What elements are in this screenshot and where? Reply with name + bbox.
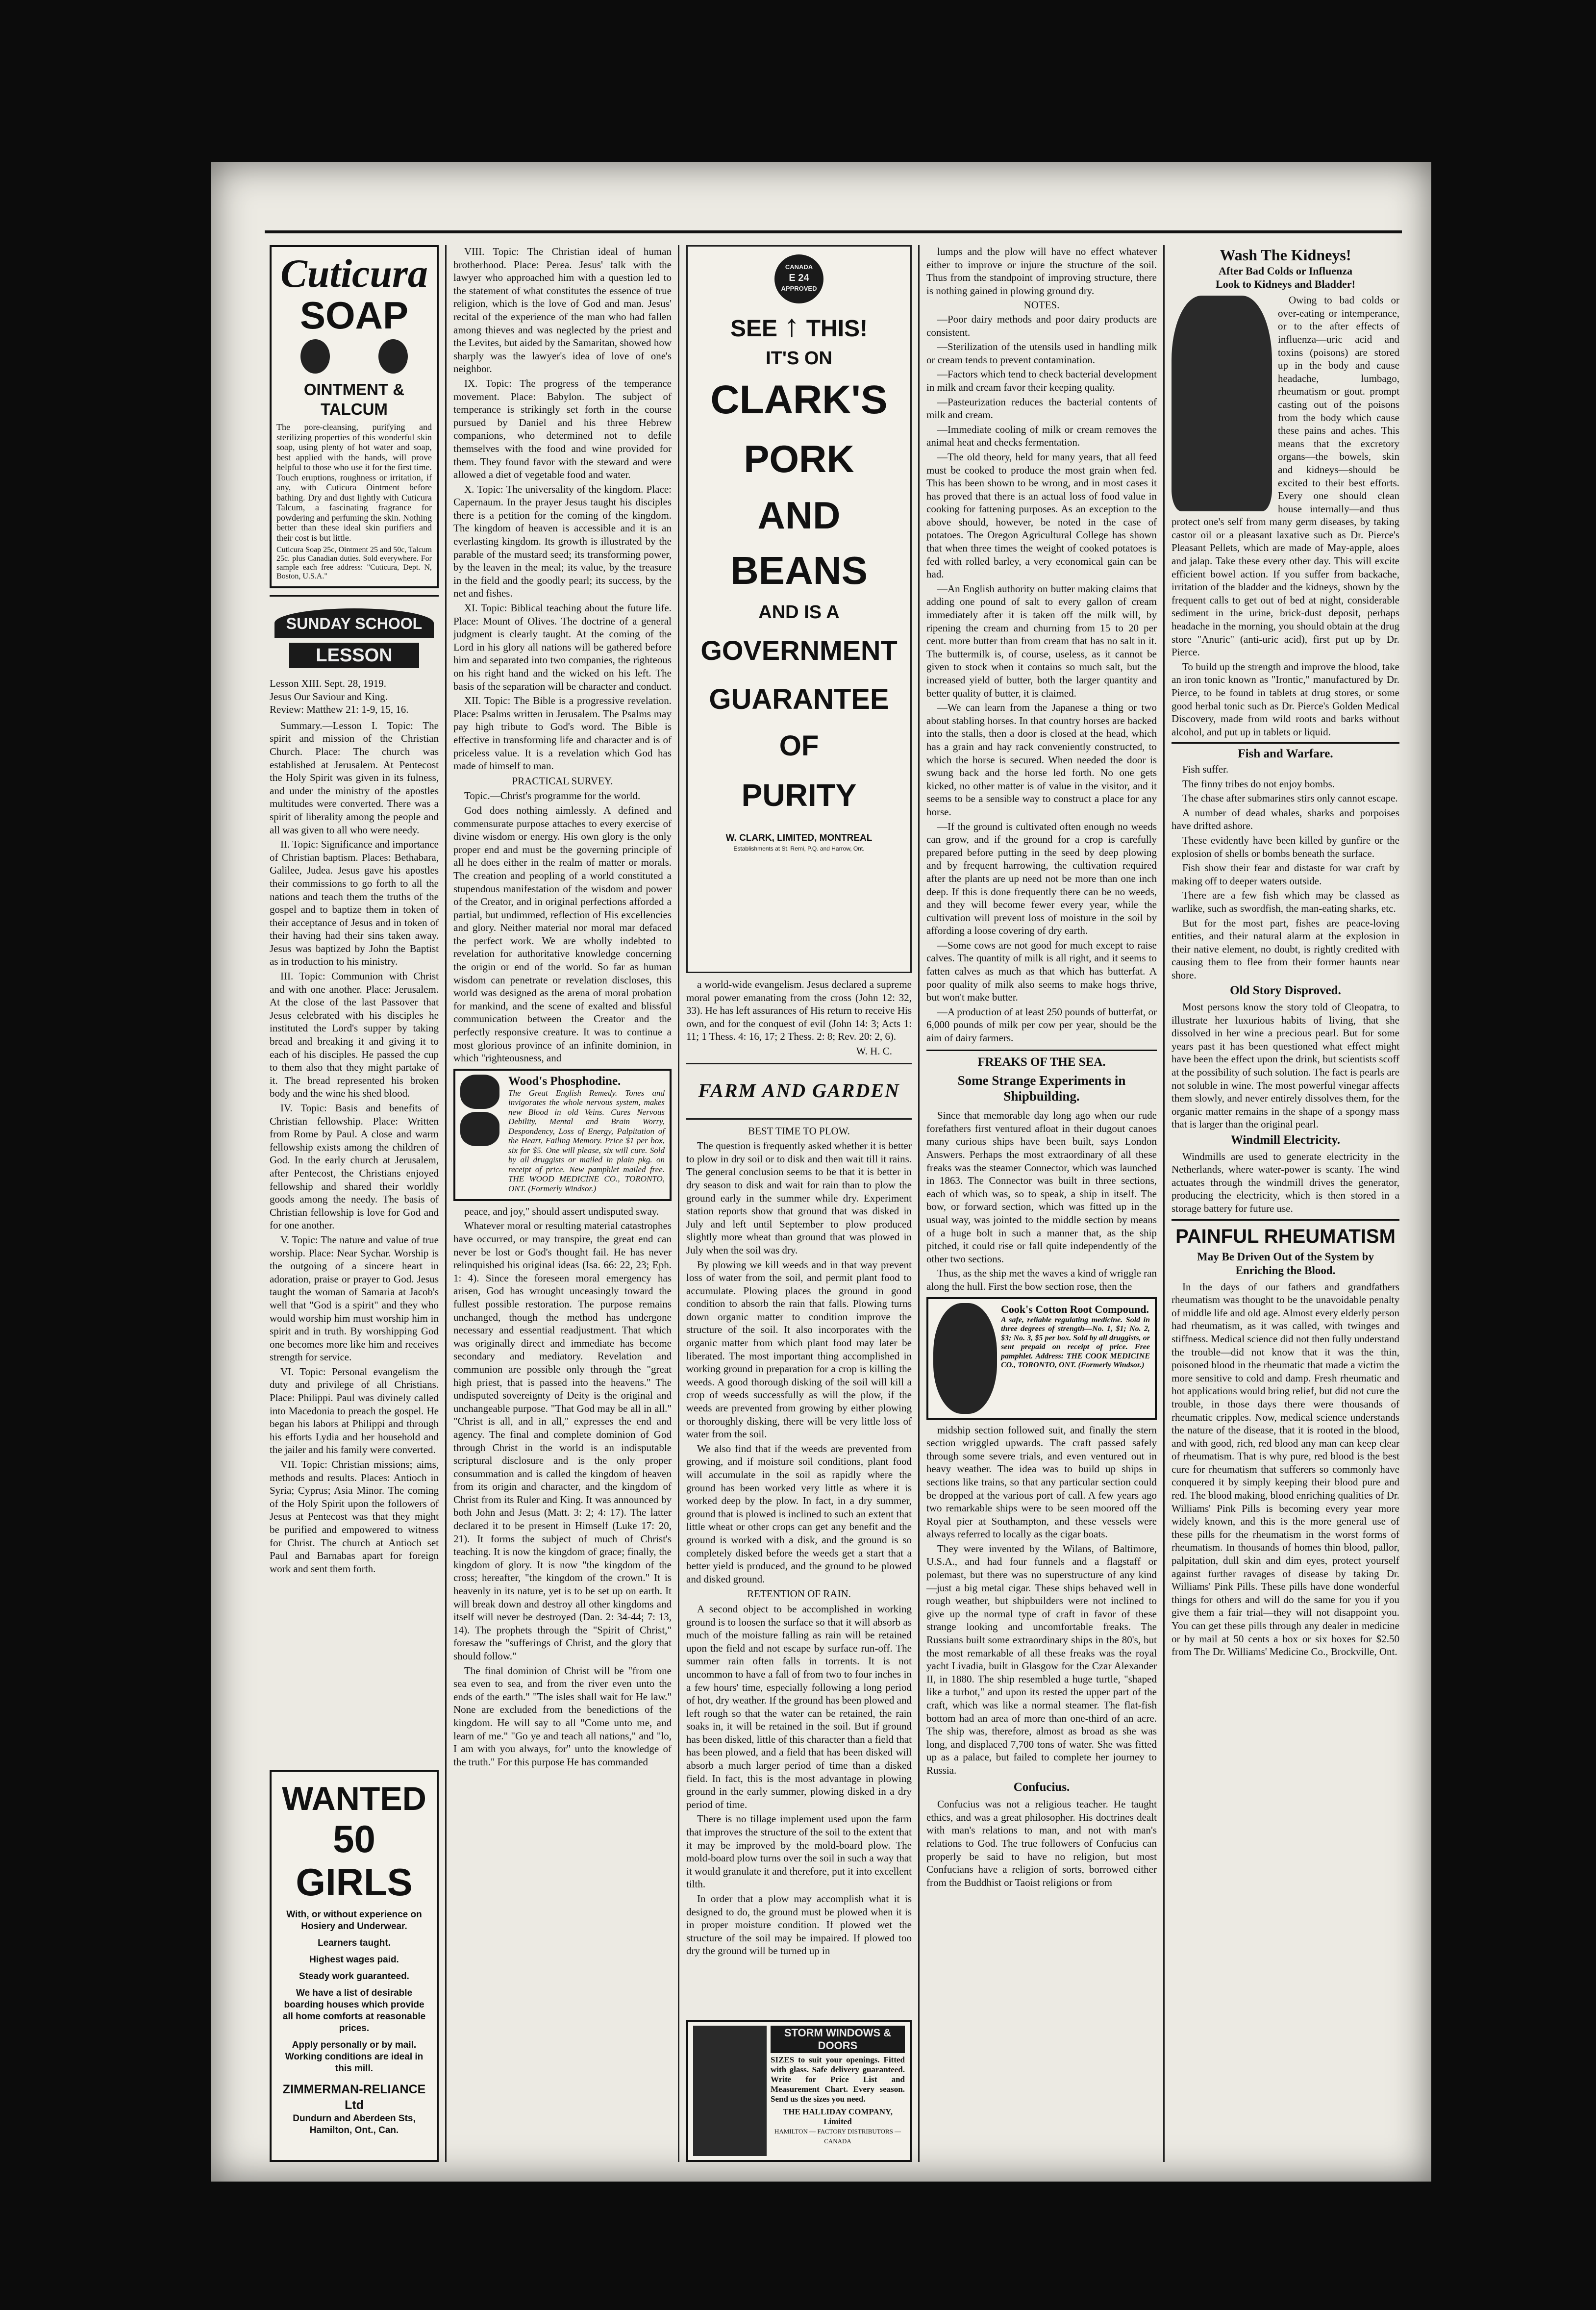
cuticura-body: The pore-cleansing, purifying and sterilizing properties of this wonderful skin soap, using plenty of hot water and soap, best applied with the hands, will prove helpful to those who use it for the first time. Touch eruptions, roughness or irritation, if any, with Cuticura Ointment before bathing. Dry and dust lightly with Cuticura Talcum, a fascinating fragrance for powdering and perfuming the skin. Nothing better than these ideal skin purifiers and their cost is but little. [276,422,432,543]
cooks-text [1001,1303,1150,1414]
purity-word: PURITY [741,778,857,813]
rheumatism-paragraph: In the days of our fathers and grandfathers rheumatism was thought to be the unavoidable penalty of middle life and old age. Almost every elderly person had rheumatism, as it was called, with twinges and stiffness. Medical science did not then fully understand the trouble—did not know that it was the thin, poisoned blood in the rheumatic that made a victim the more sensitive to cold and damp. Fresh rheumatic and hot applications would bring relief, but did not cure the trouble, in those days there were thousands of rheumatic cripples. Now, medical science understands the nature of the disease, that it is rooted in the blood, and with good, rich, red blood any man can keep clear of rheumatism. That is why pure, red blood is the best cure for rheumatism that sufferers so commonly have conquered it by simply keeping their blood pure and red. The blood making, blood enriching qualities of Dr. Williams' Pink Pills is becoming every year more widely known, and this is the more general use of these pills for the rheumatism in the worst forms of rheumatism. In thousands of homes thin blood, pallor, palpitation, dull skin and dim eyes, protect yourself against further ravages of disease by taking Dr. Williams' Pink Pills. These pills have done wonderful things for others and will do the same for you if you give them a fair trial—they will not disappoint you. You can get these pills through any dealer in medicine or by mail at 50 cents a box or six boxes for $2.50 from The Dr. Williams' Medicine Co., Brockville, Ont. [1172,1281,1399,1658]
w-clark-small: Establishments at St. Remi, P.Q. and Harrow, Ont. [733,845,865,852]
fish-paragraph: Fish suffer. [1182,763,1229,775]
farm-paragraph: A second object to be accomplished in working ground is to loosen the surface so that it will absorb as much of the moisture falling as rain will be retained upon the field and not escape by surface run-off. The summer rain often falls in torrents. It is not uncommon to have a fall of from two to four inches in a few hours' time, especially following a long period of hot, dry weather. If the ground has been plowed and left rough so that the water can be retained, the rain soaks in, it will be retained in the soil. But if ground has been disked, little of this character than a field that has been plowed, and a field that has been disked will absorb a much larger period of time than a disked field. In fact, this is the most advantage in plowing ground in the early summer, plowing disked in a dry period of time. [686,1603,912,1810]
fish-paragraph: The finny tribes do not enjoy bombs. [1182,778,1335,790]
kidneys-paragraph: To build up the strength and improve the blood, take an iron tonic known as "Irontic," manufactured by Dr. Pierce, to be found in tablets at drug stores, or some good herbal tonic such as Dr. Pierce's Golden Medical Discovery, made from wild roots and barks without alcohol, and put up in tablets or liquid. [1172,660,1399,738]
beans-word: BEANS [730,549,868,592]
fish-paragraph: These evidently have been killed by gunfire or the explosion of shells or bombs beneath the surface. [1172,834,1399,859]
farm-paragraph: There is no tillage implement used upon the farm that improves the structure of the soil to the extent that it may be improved by the mold-board plow. The mold-board plow turns over the soil in such a way that it would granulate it and therefore, put it into excellent tilth. [686,1813,912,1890]
storm-text [771,2026,905,2156]
man-portrait-icon [460,1112,499,1146]
lesson-paragraph: VIII. Topic: The Christian ideal of human brotherhood. Place: Perea. Jesus' talk with the lawyer who approached him with a question led to the statement of what constitutes the essence of true religion, which is the love of God and man. Jesus' recital of the experience of the man who had fallen among thieves and was neglected by the priest and the Levites, but aided by the Samaritan, showed how sharply was the lawyer's idea of love of one's neighbor. [453,246,672,375]
story-heading: Old Story Disproved. [1230,984,1341,998]
survey-paragraph: peace, and joy," should assert undisputed sway. [464,1205,659,1217]
farm-paragraph: By plowing we kill weeds and in that way prevent loss of water from the soil, and permit plant food to accumulate. Plowing places the ground in good condition to absorb the rain that falls. Plowing turns down organic matter to condition improve the structure of the soil. It also incorporates with the organic matter from which plant food may later be liberated. The most important thing accomplished in working ground in preparation for a crop is killing the weeds. A good thorough disking of the soil will kill a crop of weeds successfully as will the plow, if the weeds are prevented from growing by either plowing or thoroughly disking, there will be very little loss of water from the soil. [686,1258,912,1440]
wanted-company: ZIMMERMAN-RELIANCE Ltd [282,2083,426,2112]
lesson-paragraph: IX. Topic: The progress of the temperance movement. Place: Babylon. The subject of temperance is strikingly set forth in the course pursued by Daniel and his three Hebrew companions, who determined not to defile themselves with the food and wine provided for them. They found favor with the steward and were allowed a diet of vegetable food and water. [453,377,672,481]
of-word: OF [779,730,819,762]
wanted-detail: With, or without experience on Hosiery and Underwear. [286,1909,422,1932]
wanted-detail: Learners taught. [318,1938,391,1948]
see-word: SEE [730,316,778,342]
storm-company: THE HALLIDAY COMPANY, Limited [782,2107,893,2126]
clarks-beans-ad [686,245,912,973]
lesson-paragraph: II. Topic: Significance and importance of Christian baptism. Places: Bethabara, Galilee, Judea. Jesus gave his apostles their commissions to go forth to all the nations and teach them the truths of the gospel and to baptize them in token of their acceptance of Jesus and in token of their having had their sins taken away. Jesus was baptized by John the Baptist as in troduction to his ministry. [270,838,439,968]
fish-paragraph: But for the most part, fishes are peace-loving entities, and their natural alarm at the explosion in their native element, no doubt, is rightly credited with causing them to flee from their former haunts near shore. [1172,917,1399,981]
note-item: —Pasteurization reduces the bacterial contents of milk and cream. [926,396,1157,421]
column-3 [686,245,912,2162]
man-portrait-icon [460,1075,499,1109]
freaks-heading: FREAKS OF THE SEA. [977,1055,1106,1069]
freaks-paragraph: Thus, as the ship met the waves a kind of wriggle ran along the hull. First the bow section rose, then the [926,1267,1157,1292]
farm-paragraph: We also find that if the weeds are prevented from growing, and if moisture soil conditions, plant food will accumulate in the soil as rapidly where the ground has been worked very little as where it is worked deep by the plow. In fact, in a dry summer, ground that is plowed is inclined to such an extent that little wheat or other crops can get any benefit and the ground is worked with a disk, and the ground is so completely disked before the weeds get a start that a better yield is produced, and the ground to be plowed and disked ground. [686,1442,912,1585]
cuticura-soap-word: SOAP [299,294,409,337]
retention-heading: RETENTION OF RAIN. [747,1588,851,1600]
woman-portrait-icon [933,1303,997,1414]
note-item: —A production of at least 250 pounds of butterfat, or 6,000 pounds of milk per cow per year, should be the aim of dairy farmers. [926,1005,1157,1044]
this-word: THIS! [806,316,868,342]
farm-paragraph: lumps and the plow will have no effect whatever either to improve or injure the structure of the soil. Thus from the standpoint of improving structure, there is nothing gained in plowing ground dry. [926,246,1157,297]
lesson-paragraph: IV. Topic: Basis and benefits of Christian fellowship. Place: Written from Rome by Paul. A close and warm fellowship exists among the children of God. In the early church at Jerusalem, after Pentecost, the Christians enjoyed fellowship and shared their worldly goods among the needy. The basis of Christian fellowship is love for God and for one another. [270,1102,439,1231]
divider [926,1050,1157,1051]
guarantee-word: GUARANTEE [709,683,889,715]
practical-survey-heading: PRACTICAL SURVEY. [512,775,613,787]
cuticura-subtitle: OINTMENT & TALCUM [303,380,405,418]
freaks-subheading: Some Strange Experiments in Shipbuilding. [957,1073,1126,1104]
storm-windows-ad [686,2020,912,2162]
government-word: GOVERNMENT [700,635,898,666]
divider [270,595,439,597]
woods-body: The Great English Remedy. Tones and invigorates the whole nervous system, makes new Blood in old Veins. Cures Nervous Debility, Mental and Brain Worry, Despondency, Loss of Energy, Palpitation of the Heart, Failing Memory. Price $1 per box, six for $5. One will please, six will cure. Sold by all druggists or mailed in plain pkg. on receipt of price. New pamphlet mailed free. THE WOOD MEDICINE CO., TORONTO, ONT. (Formerly Windsor.) [508,1088,665,1193]
column-rule [918,245,920,2162]
note-item: —The old theory, held for many years, that all feed must be cooked to produce the most grain when fed. This has been shown to be wrong, and in most cases it has proved that there is an actual loss of food value in cooking for fattening purposes. As an exception to the above should, however, be noted in the case of potatoes. The Oregon Agricultural College has shown that when three times the weight of cooked potatoes is fed with rolled barley, a very economical gain can be had. [926,451,1157,580]
top-rule [265,230,1402,233]
wanted-address: Dundurn and Aberdeen Sts, [293,2113,416,2124]
best-time-heading: BEST TIME TO PLOW. [748,1125,850,1137]
and-is-a: AND IS A [758,602,840,623]
cuticura-footer: Cuticura Soap 25c, Ointment 25 and 50c, Talcum 25c. plus Canadian duties. Sold everywhere. For sample each free address: "Cuticura, Dept. N, Boston, U.S.A." [276,546,432,580]
seal-text: APPROVED [781,285,817,292]
column-rule [678,245,679,2162]
wanted-girls: GIRLS [296,1860,413,1904]
wanted-headline: WANTED [282,1780,426,1817]
note-item: —Some cows are not good for much except to raise calves. The quantity of milk is all right, and it seems to fatten calves as much as that which has butterfat. A poor quality of milk also seems to make hogs thrive, but won't make butter. [926,939,1157,1004]
storm-body: SIZES to suit your openings. Fitted with glass. Safe delivery guaranteed. Write for Price List and Measurement Chart. Every season. Send us the sizes you need. [771,2055,905,2104]
wanted-girls-ad [270,1770,439,2162]
its-on: IT'S ON [766,348,832,369]
column-rule [1163,245,1165,2162]
story-paragraph: Most persons know the story told of Cleopatra, to illustrate her luxurious habits of living, that she dissolved in her wine a precious pearl. But for some years past it has been questioned what effect might have been the effect upon the drink, but scientists scoff at the possibility of such solution. The fact is pearls are not soluble in wine. The most powerful vinegar affects them slowly, and never entirely dissolves them, for the organic matter remains in the shape of a spongy mass that is larger than the original pearl. [1172,1001,1399,1130]
arrow-up-icon: ↑ [784,308,800,343]
kidneys-subheading: Look to Kidneys and Bladder! [1216,277,1355,290]
child-portrait-icon [378,339,408,374]
author-initials: W. H. C. [856,1045,892,1057]
newspaper-page [211,162,1431,2182]
column-rule [445,245,447,2162]
cooks-body: A safe, reliable regulating medicine. Sold in three degrees of strength—No. 1, $1; No. 2, $3; No. 3, $5 per box. Sold by all druggists, or sent prepaid on receipt of price. Free pamphlet. Address: THE COOK MEDICINE CO., TORONTO, ONT. (Formerly Windsor.) [1001,1315,1150,1370]
survey-paragraph: God does nothing aimlessly. A defined and commensurate purpose attaches to every exercise of divine wisdom or energy. His own glory is the only proper end and must be the governing principle of all he does either in the realm of matter or morals. The creation and peopling of a world constituted a stupendous manifestation of the wisdom and power of the Creator, and in original perfections afforded a partial, but undimmed, reflection of His excellencies and glory. Neither material nor moral mar defaced the perfect work. We are wholly indebted to revelation for authoritative knowledge concerning the origin or end of the world. So far as human wisdom can penetrate or revelation discloses, this world was designed as the arena of moral probation for mankind, and the scene of exalted and blissful communication between the Creator and the perfectly responsive creature. It was to continue a most glorious province of an infinite dominion, in which "righteousness, and [453,804,672,1064]
clarks-brand: CLARK'S [710,377,888,422]
government-seal-icon [774,254,823,303]
wanted-detail: Highest wages paid. [309,1955,399,1965]
storm-footer: HAMILTON — FACTORY DISTRIBUTORS — CANADA [774,2128,901,2145]
confucius-paragraph: Confucius was not a religious teacher. He taught ethics, and was a great philosopher. His doctrines dealt with man's relations to man, and not with man's relations to God. The true followers of Confucius can properly be said to have no religion, but most Confucians have a religion of sorts, borrowed either from the Buddhist or Taoist religions or from [926,1798,1157,1888]
fish-paragraph: There are a few fish which may be classed as warlike, such as swordfish, the man-eating sharks, etc. [1172,889,1399,914]
fish-paragraph: A number of dead whales, sharks and porpoises have drifted ashore. [1172,806,1399,832]
woods-phosphodine-ad [453,1069,672,1201]
farm-paragraph: In order that a plow may accomplish what it is designed to do, the ground must be plowed when it is in proper moisture condition. If plowed wet the structure of the soil may be impaired. If plowed too dry the ground will be turned up in [686,1893,912,1957]
note-item: —Immediate cooling of milk or cream removes the animal heat and checks fermentation. [926,423,1157,449]
wanted-detail: Steady work guaranteed. [299,1971,409,1982]
note-item: —If the ground is cultivated often enough no weeds can grow, and if the ground for a crop is carefully prepared before putting in the seed by deep plowing and by frequent harrowing, the cultivation required after the plants are up need not be more than one inch deep. If this is done frequently there can be no weeds, and they will become fewer every year, while the cultivation will prevent loss of moisture in the soil by affording a loose covering of dry earth. [926,820,1157,937]
pork-word: PORK [744,437,854,480]
cuticura-brand: Cuticura [280,251,428,296]
survey-paragraph: Whatever moral or resulting material catastrophes have occurred, or may transpire, the great end can never be lost or God's thought fail. He has never relinquished his original ideas (Isa. 66: 22, 23; Eph. 1: 4). Since the foreseen moral emergency has arisen, God has wrought unceasingly toward the fullest possible restoration. The purpose remains unchanged, though the method has undergone necessary and essential readjustment. That which was originally direct and immediate has become secondary and mediatory. Revelation and communion are possible only through the "great high priest, that is passed into the heavens." The undisputed sovereignty of Deity is the original and unchangeable purpose. "That God may be all in all." "Christ is all, and in all," expresses the end and agency. The final and complete dominion of God through Christ in the world is an indisputable scriptural disclosure and is the only proper consummation and is called the kingdom of heaven from its origin and character, and the kingdom of Christ from its Ruler and King. It was announced by both John and Jesus (Matt. 3: 2; 4: 17). The latter declared it to be present in Himself (Luke 17: 20, 21). It forms the subject of much of Christ's teaching. It is now the kingdom of grace; finally, the kingdom of glory. It is now "the kingdom of the cross; hereafter, "the kingdom of the crown." It is heavenly in its nature, yet is to be set up on earth. It will break down and destroy all other kingdoms and itself will never be destroyed (Dan. 2: 34-44; 7: 13, 14). The prophets through the "Spirit of Christ," foresaw the "sufferings of Christ, and the glory that should follow." [453,1220,672,1662]
man-illustration-icon [1172,296,1272,511]
wanted-detail: We have a list of desirable boarding houses which provide all home comforts at reasonable prices. [282,1988,426,2034]
lesson-review: Review: Matthew 21: 1-9, 15, 16. [270,703,409,716]
freaks-paragraph: midship section followed suit, and finally the stern section wriggled upwards. The craft passed safely through some severe trials, and even ventured out in heavy weather. The idea was to build up ships in sections like trains, so that any particular section could be dropped at the various port of call. A few years ago two remarkable ships were to be seen moored off the Royal pier at Southampton, and these vessels were always referred to locally as the cigar boats. [926,1424,1157,1540]
kidneys-heading: Wash The Kidneys! [1220,246,1351,264]
wanted-address: Hamilton, Ont., Can. [309,2125,399,2135]
lesson-banner: LESSON [289,643,419,668]
divider [1172,742,1399,744]
wanted-detail: Apply personally or by mail. Working conditions are ideal in this mill. [285,2040,424,2074]
woods-portraits [460,1075,504,1195]
lesson-paragraph: Summary.—Lesson I. Topic: The spirit and mission of the Christian Church. Place: The church was established at Jerusalem. At Pentecost the Holy Spirit was given in its fulness, and under the ministry of the apostles multitudes were converted. There was a spirit of liberality among the people and all was given to all who were needy. [270,719,439,836]
seal-text: E 24 [789,273,809,283]
freaks-paragraph: They were invented by the Wilans, of Baltimore, U.S.A., and had four funnels and a flagstaff or polemast, but there was no superstructure of any kind—just a big metal cigar. These ships behaved well in rough weather, but shipbuilders were not inclined to give up the normal type of craft in favor of these strange looking and uncomfortable freaks. The Russians built some extraordinary ships in the 80's, but the most remarkable of all these freaks was the royal yacht Livadia, built in Glasgow for the Czar Alexander II, in 1880. The ship resembled a huge turtle, "shaped like a turbot," and upon its rested the upper part of the craft, which was like a normal steamer. The flat-fish bottom had an area of more than one-third of an acre. The ship was, therefore, almost as broad as she was long, and displaced 7,700 tons of water. She was fitted up as a palace, but failed to complete her journey to Russia. [926,1542,1157,1776]
fish-heading: Fish and Warfare. [1238,747,1333,761]
windmill-heading: Windmill Electricity. [1230,1133,1341,1147]
rheumatism-heading: PAINFUL RHEUMATISM [1175,1225,1396,1247]
cuticura-ad [270,245,439,588]
see-this-line [688,308,910,346]
farm-garden-banner: FARM AND GARDEN [686,1063,912,1120]
lesson-paragraph: VI. Topic: Personal evangelism the duty and privilege of all Christians. Place: Philippi. Paul was divinely called into Macedonia to preach the gospel. He began his labors at Philippi and through his efforts Lydia and her household and the jailer and his family were converted. [270,1365,439,1456]
note-item: —Factors which tend to check bacterial development in milk and cream favor their keeping quality. [926,368,1157,393]
lesson-paragraph: III. Topic: Communion with Christ and with one another. Place: Jerusalem. At the close of the last Passover that Jesus celebrated with his disciples he instituted the Lord's supper by taking bread and breaking it and giving it to each of his disciples. He passed the cup to them also that they might partake of it. The bread represented his broken body and the wine his shed blood. [270,970,439,1100]
column-1 [270,245,439,2162]
rheumatism-subheading: May Be Driven Out of the System by Enriching the Blood. [1197,1250,1374,1277]
lesson-number: Lesson XIII. Sept. 28, 1919. [270,678,386,689]
freaks-paragraph: Since that memorable day long ago when our rude forefathers first ventured afloat in their dugout canoes many curious ships have been built, says London Answers. Perhaps the most extraordinary of all these freaks was the steamer Connector, which was launched in 1863. The Connector was built in three sections, each of which was, so to speak, a ship in itself. The bow, or forward section, which was fitted up in the usual way, was jointed to the middle section by means of a huge bolt in such a manner that, as the ship pitched, it could rise or fall quite independently of the other two sections. [926,1109,1157,1265]
fish-paragraph: Fish show their fear and distaste for war craft by making off to deeper waters outside. [1172,862,1399,887]
survey-paragraph: The final dominion of Christ will be "from one sea even to sea, and from the river even unto the ends of the earth." "The isles shall wait for He law." None are excluded from the benedictions of the kingdom. He will say to all "Come unto me, and learn of me." "Go ye and teach all nations," and "lo, I am with you always, for" unto the knowledge of the truth." For this purpose He has commanded [453,1664,672,1768]
note-item: —Sterilization of the utensils used in handling milk or cream tends to prevent contamination. [926,341,1157,366]
note-item: —Poor dairy methods and poor dairy products are consistent. [926,313,1157,338]
confucius-heading: Confucius. [1013,1780,1070,1794]
note-item: —We can learn from the Japanese a thing or two about stabling horses. In that country horses are backed into the stalls, then a door is closed at the head, which has a grain and hay rack conveniently constructed, to which the horse is secured. When needed the door is swung back and the horse led forth. No one gets kicked, no other matter is of value in the visitor, and it seems to be a sensible way to construct a place for any horse. [926,702,1157,818]
note-item: —An English authority on butter making claims that adding one pound of salt to every gallon of cream immediately after it is taken off the milk will, by ripening the cream and churning from 15 to 20 per cent. more butter than from cream that has no salt in it. The buttermilk is, of course, useless, as it cannot be given to stock when it contains so much salt, but the increased yield of butter, both the larger quantity and better quality of butter, it is claimed. [926,582,1157,699]
storm-title: STORM WINDOWS & DOORS [771,2026,905,2053]
wanted-number: 50 [333,1817,375,1860]
column-5 [1172,245,1399,2162]
w-clark-signature: W. CLARK, LIMITED, MONTREAL [725,833,873,843]
woods-text [508,1075,665,1195]
lesson-paragraph: X. Topic: The universality of the kingdom. Place: Capernaum. In the prayer Jesus taught his disciples there is a petition for the coming of the kingdom. The kingdom of heaven is accessible and it is an everlasting kingdom. Its growth is illustrated by the parable of the mustard seed; its transforming power, by the leaven in the meal; its value, by the treasure in the field and the goodly pearl; its success, by the net and fishes. [453,483,672,600]
kidneys-paragraph: Owing to bad colds or over-eating or intemperance, or to the after effects of influenza—uric acid and toxins (poisons) are stored up in the body and cause headache, lumbago, rheumatism or gout. prompt casting out of the poisons from the body which cause these pains and aches. This means that the excretory organs—the bowels, skin and kidneys—should be excited to their best efforts. Every one should clean house internally—and thus protect one's self from many germ diseases, by taking castor oil or a pleasant laxative such as Dr. Pierce's Pleasant Pellets, which are made of May-apple, aloes and jalap. Take these every other day. This will excite efficient bowel action. If you suffer from backache, irritation of the bladder and the kidneys, shown by the frequent calls to get out of bed at night, considerable sediment in the urine, brick-dust deposit, perhaps headache in the morning, you should obtain at the drug store "Anuric" (anti-uric acid), first put up by Dr. Pierce. [1172,294,1399,658]
survey-paragraph: Topic.—Christ's programme for the world. [464,790,641,802]
column-2 [453,245,672,2162]
column-4 [926,245,1157,2162]
kidneys-subheading: After Bad Colds or Influenza [1219,265,1352,277]
sunday-school-banner: SUNDAY SCHOOL [274,608,434,638]
and-word: AND [757,494,841,537]
fish-paragraph: The chase after submarines stirs only cannot escape. [1182,792,1398,804]
windmill-paragraph: Windmills are used to generate electricity in the Netherlands, where water-power is scanty. The wind actuates through the windmill drives the generator, producing the electricity, which is then stored in a storage battery for future use. [1172,1150,1399,1214]
notes-heading: NOTES. [1023,299,1060,311]
lesson-paragraph: V. Topic: The nature and value of true worship. Place: Near Sychar. Worship is the outgoing of a sincere heart in adoration, praise or prayer to God. Jesus taught the woman of Samaria at Jacob's well that "God is a spirit" and they who would worship him must worship him in spirit and in truth. By worshipping God one becomes more like him and receives strength for service. [270,1233,439,1363]
cuticura-figures [276,335,432,377]
woman-portrait-icon [300,339,330,374]
evangelism-paragraph: a world-wide evangelism. Jesus declared a supreme moral power emanating from the cross (John 12: 32, 33). He has left assurances of His return to receive His own, and for the conquest of evil (John 14: 3; Acts 1: 11; 1 Thess. 4: 16, 17; 2 Thess. 2: 8; Rev. 20: 2, 6). [686,979,912,1043]
lesson-paragraph: VII. Topic: Christian missions; aims, methods and results. Places: Antioch in Syria; Cyprus; Asia Minor. The coming of the Holy Spirit upon the followers of Jesus at Pentecost was that they might be purified and empowered to witness for Christ. The church at Antioch set Paul and Barnabas apart for foreign work and sent them forth. [270,1458,439,1575]
lesson-title: Jesus Our Saviour and King. [270,690,388,703]
farm-paragraph: The question is frequently asked whether it is better to plow in dry soil or to disk and then wait till it rains. The general conclusion seems to be that it is better in dry season to disk and wait for rain than to plow the ground early in the summer while dry. Experiment station reports show that ground that was disked in July and left until September to plow produced slightly more wheat than ground that was plowed in July when the soil was dry. [686,1140,912,1256]
house-illustration-icon [693,2026,767,2156]
cooks-cotton-root-ad [926,1297,1157,1420]
lesson-paragraph: XI. Topic: Biblical teaching about the future life. Place: Mount of Olives. The doctrine of a general judgment is clearly taught. At the coming of the Lord in his glory all nations will be gathered before him and separated into two companies, the righteous on his right hand and the wicked on his left. The basis of the separation will be character and conduct. [453,602,672,692]
lesson-paragraph: XII. Topic: The Bible is a progressive revelation. Place: Psalms written in Jerusalem. The Psalms may pay high tribute to God's word. The Bible is effective in transforming life and character and is of priceless value. It is a revelation which God has made of himself to man. [453,695,672,772]
woods-title: Wood's Phosphodine. [508,1074,621,1088]
divider [1172,1219,1399,1221]
cooks-title: Cook's Cotton Root Compound. [1001,1303,1149,1315]
seal-text: CANADA [785,263,813,271]
sunday-school-logo [270,603,439,677]
